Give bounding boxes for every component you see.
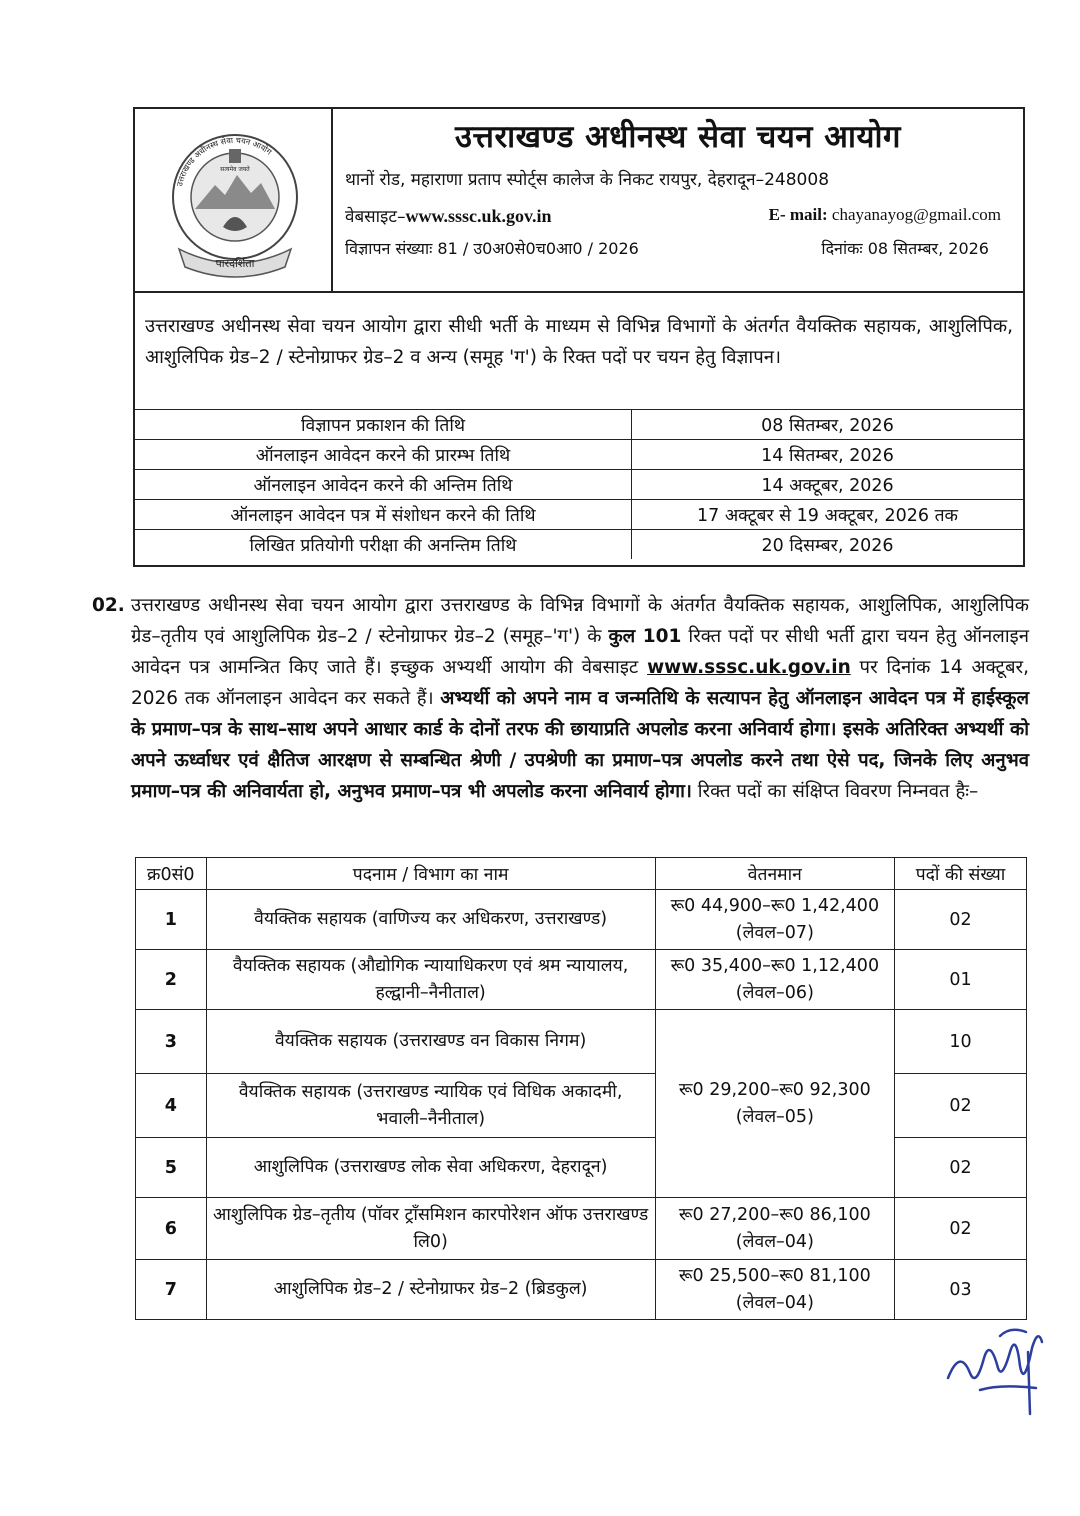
email-label: E- mail: (768, 205, 832, 224)
table-row (135, 530, 1023, 560)
post-count: 10 (895, 1010, 1027, 1074)
date-value: 20 दिसम्बर, 2026 (632, 530, 1024, 560)
date-label: ऑनलाइन आवेदन करने की प्रारम्भ तिथि (135, 440, 632, 470)
post-name: आशुलिपिक (उत्तराखण्ड लोक सेवा अधिकरण, देहरादून) (206, 1138, 655, 1198)
table-header-row (136, 858, 1027, 890)
vacancy-table (135, 857, 1027, 1320)
post-count: 01 (895, 950, 1027, 1010)
advertisement-number: विज्ञापन संख्याः 81 / उ0अ0से0च0आ0 / 2026 (345, 239, 639, 258)
svg-text:उत्तराखण्ड अधीनस्थ सेवा चयन आय: उत्तराखण्ड अधीनस्थ सेवा चयन आयोग (175, 135, 274, 188)
table-row (135, 410, 1023, 440)
table-row (135, 500, 1023, 530)
post-count: 03 (895, 1260, 1027, 1320)
post-name: आशुलिपिक ग्रेड–तृतीय (पॉवर ट्रॉंसमिशन कारपोरेशन ऑफ उत्तराखण्ड लि0) (206, 1198, 655, 1260)
date-value: 14 अक्टूबर, 2026 (632, 470, 1024, 500)
email-link[interactable]: chayanayog@gmail.com (831, 205, 1001, 224)
signature-icon (940, 1318, 1050, 1418)
section-number: 02. (92, 595, 125, 616)
serial-number: 1 (136, 890, 207, 950)
website-label: वेबसाइट– (345, 207, 406, 227)
address: थानों रोड, महाराणा प्रताप स्पोर्ट्स कालेज के निकट रायपुर, देहरादून–248008 (345, 170, 830, 190)
table-row (136, 1198, 1027, 1260)
date-value: 17 अक्टूबर से 19 अक्टूबर, 2026 तक (632, 500, 1024, 530)
total-posts: कुल 101 (608, 626, 682, 647)
post-count: 02 (895, 890, 1027, 950)
intro-section (133, 293, 1025, 567)
date-value: 08 सितम्बर, 2026 (632, 410, 1024, 440)
date-label: विज्ञापन प्रकाशन की तिथि (135, 410, 632, 440)
website-line (345, 204, 552, 227)
post-name: वैयक्तिक सहायक (औद्योगिक न्यायाधिकरण एवं श्रम न्यायालय, हल्द्वानी–नैनीताल) (206, 950, 655, 1010)
para-text: पर दिनांक 14 अक्टूबर, 2026 तक ऑनलाइन आवेदन कर सकते हैं। (131, 657, 1029, 709)
svg-text:पारदर्शिता: पारदर्शिता (215, 257, 255, 270)
post-name: वैयक्तिक सहायक (उत्तराखण्ड न्यायिक एवं विधिक अकादमी, भवाली–नैनीताल) (206, 1074, 655, 1138)
email-line (769, 205, 1001, 225)
mandatory-upload-notice: अभ्यर्थी को अपने नाम व जन्मतिथि के सत्यापन हेतु ऑनलाइन आवेदन पत्र में हाईस्कूल के प्रमाण–पत्र के साथ–साथ अपने आधार कार्ड के दोनों तरफ की छायाप्रति अपलोड करना अनिवार्य होगा। इसके अतिरिक्त अभ्यर्थी को अपने ऊर्ध्वाधर एवं क्षैतिज आरक्षण से सम्बन्धित श्रेणी / उपश्रेणी का प्रमाण–पत्र अपलोड करने तथा ऐसे पद, जिनके लिए अनुभव प्रमाण–पत्र की अनिवार्यता हो, अनुभव प्रमाण–पत्र भी अपलोड करना अनिवार्य होगा। (131, 688, 1030, 802)
table-row (135, 440, 1023, 470)
pay-scale: रू0 27,200–रू0 86,100 (लेवल–04) (655, 1198, 894, 1260)
column-header: पदनाम / विभाग का नाम (206, 858, 655, 890)
org-name: उत्तराखण्ड अधीनस्थ सेवा चयन आयोग (455, 119, 901, 155)
column-header: वेतनमान (655, 858, 894, 890)
para-text: रिक्त पदों पर सीधी भर्ती द्वारा चयन हेतु ऑनलाइन आवेदन पत्र आमन्त्रित किए जाते हैं। इच्छुक अभ्यर्थी आयोग की वेबसाइट (131, 626, 1029, 678)
column-header: क्र0सं0 (136, 858, 207, 890)
post-name: आशुलिपिक ग्रेड–2 / स्टेनोग्राफर ग्रेड–2 (ब्रिडकुल) (206, 1260, 655, 1320)
serial-number: 7 (136, 1260, 207, 1320)
date-label: ऑनलाइन आवेदन करने की अन्तिम तिथि (135, 470, 632, 500)
svg-text:सत्यमेव जयते: सत्यमेव जयते (220, 166, 250, 173)
pay-scale: रू0 44,900–रू0 1,42,400 (लेवल–07) (655, 890, 894, 950)
table-row (136, 1010, 1027, 1074)
serial-number: 4 (136, 1074, 207, 1138)
table-row (136, 950, 1027, 1010)
intro-text: उत्तराखण्ड अधीनस्थ सेवा चयन आयोग द्वारा सीधी भर्ती के माध्यम से विभिन्न विभागों के अंतर्गत वैयक्तिक सहायक, आशुलिपिक, आशुलिपिक ग्रेड–2 / स्टेनोग्राफर ग्रेड–2 व अन्य (समूह 'ग') के रिक्त पदों पर चयन हेतु विज्ञापन। (145, 316, 1013, 368)
post-name: वैयक्तिक सहायक (उत्तराखण्ड वन विकास निगम) (206, 1010, 655, 1074)
para-text: उत्तराखण्ड अधीनस्थ सेवा चयन आयोग द्वारा उत्तराखण्ड के विभिन्न विभागों के अंतर्गत वैयक्तिक सहायक, आशुलिपिक, आशुलिपिक ग्रेड–तृतीय एवं आशुलिपिक ग्रेड–2 / स्टेनोग्राफर ग्रेड–2 (समूह–'ग') के (131, 595, 1029, 647)
pay-scale: रू0 35,400–रू0 1,12,400 (लेवल–06) (655, 950, 894, 1010)
letterhead (133, 107, 1025, 293)
important-dates-table (135, 409, 1023, 559)
serial-number: 6 (136, 1198, 207, 1260)
table-row (135, 470, 1023, 500)
post-name: वैयक्तिक सहायक (वाणिज्य कर अधिकरण, उत्तराखण्ड) (206, 890, 655, 950)
pay-scale: रू0 25,500–रू0 81,100 (लेवल–04) (655, 1260, 894, 1320)
post-count: 02 (895, 1074, 1027, 1138)
para-text: रिक्त पदों का संक्षिप्त विवरण निम्नवत हैः– (691, 781, 979, 802)
date-value: 14 सितम्बर, 2026 (632, 440, 1024, 470)
serial-number: 2 (136, 950, 207, 1010)
table-row (136, 890, 1027, 950)
column-header: पदों की संख्या (895, 858, 1027, 890)
website-link[interactable]: www.sssc.uk.gov.in (647, 657, 851, 678)
date-label: लिखित प्रतियोगी परीक्षा की अनन्तिम तिथि (135, 530, 632, 560)
table-row (136, 1260, 1027, 1320)
date-label: ऑनलाइन आवेदन पत्र में संशोधन करने की तिथि (135, 500, 632, 530)
serial-number: 3 (136, 1010, 207, 1074)
serial-number: 5 (136, 1138, 207, 1198)
advertisement-date: दिनांकः 08 सितम्बर, 2026 (821, 239, 989, 258)
post-count: 02 (895, 1198, 1027, 1260)
section-2-paragraph (131, 590, 1029, 807)
pay-scale: रू0 29,200–रू0 92,300 (लेवल–05) (655, 1010, 894, 1198)
post-count: 02 (895, 1138, 1027, 1198)
commission-emblem-icon (167, 127, 303, 279)
website-link[interactable]: www.sssc.uk.gov.in (405, 206, 552, 226)
